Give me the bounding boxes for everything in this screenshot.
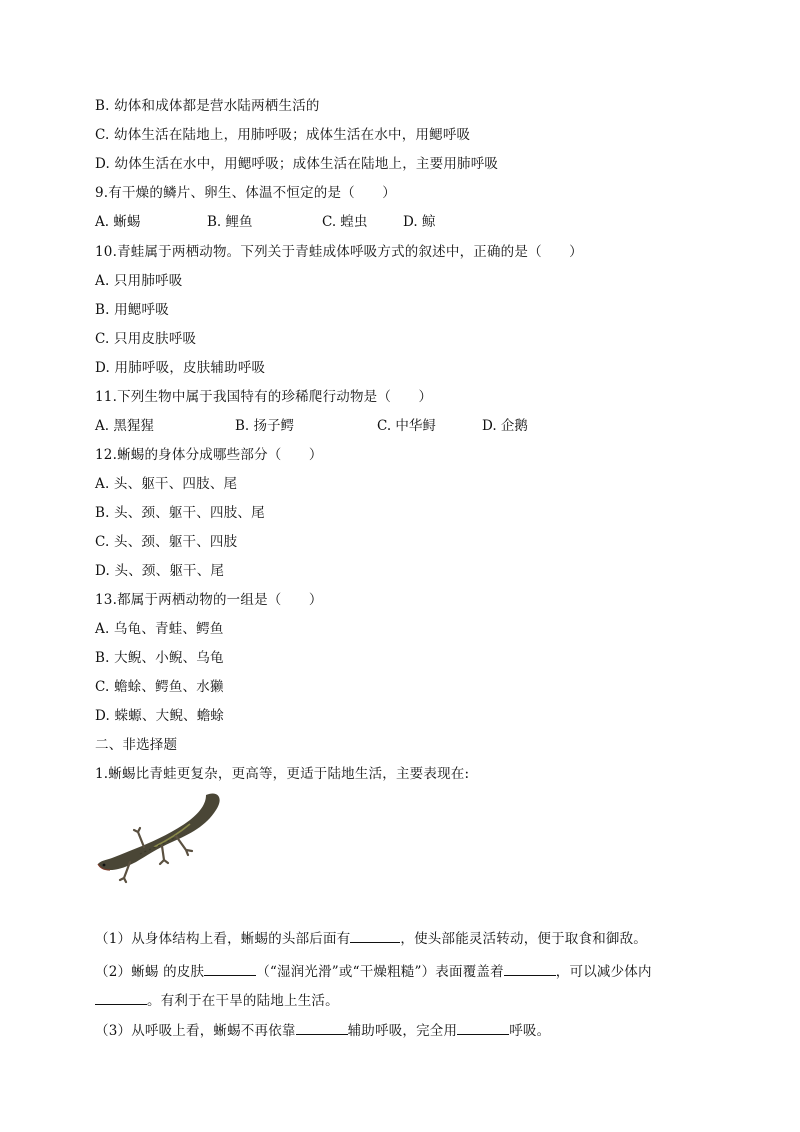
q10-option-b: B. 用鳃呼吸 bbox=[95, 302, 169, 318]
q13-option-c: C. 蟾蜍、鳄鱼、水獭 bbox=[95, 679, 224, 695]
q10-stem: 10.青蛙属于两栖动物。下列关于青蛙成体呼吸方式的叙述中，正确的是（ ） bbox=[95, 244, 583, 260]
q8-option-b: B. 幼体和成体都是营水陆两栖生活的 bbox=[95, 98, 320, 114]
part1-text-a: （1）从身体结构上看，蜥蜴的头部后面有 bbox=[95, 931, 351, 947]
q11-option-c: C. 中华鲟 bbox=[377, 418, 436, 434]
q12-option-c: C. 头、颈、躯干、四肢 bbox=[95, 534, 238, 550]
q12-option-a: A. 头、躯干、四肢、尾 bbox=[95, 476, 238, 492]
answer-blank-lungs[interactable] bbox=[457, 1020, 509, 1035]
q10-option-c: C. 只用皮肤呼吸 bbox=[95, 331, 197, 347]
q13-stem: 13.都属于两栖动物的一组是（ ） bbox=[95, 592, 323, 608]
q11-option-d: D. 企鹅 bbox=[482, 418, 528, 434]
q10-option-a: A. 只用肺呼吸 bbox=[95, 273, 183, 289]
q12-stem: 12.蜥蜴的身体分成哪些部分（ ） bbox=[95, 447, 323, 463]
part2-line bbox=[95, 961, 652, 982]
q11-option-a: A. 黑猩猩 bbox=[95, 418, 154, 434]
part3-text-a: （3）从呼吸上看，蜥蜴不再依靠 bbox=[95, 1023, 296, 1039]
q11-options bbox=[95, 416, 555, 436]
q9-options bbox=[95, 212, 495, 232]
part3-text-b: 辅助呼吸，完全用 bbox=[347, 1023, 458, 1039]
q11-stem: 11.下列生物中属于我国特有的珍稀爬行动物是（ ） bbox=[95, 389, 433, 405]
part2-text-a: （2）蜥蜴 的皮肤 bbox=[95, 964, 205, 980]
answer-blank-skin-breathing[interactable] bbox=[296, 1020, 348, 1035]
answer-blank-skin[interactable] bbox=[204, 961, 256, 976]
q8-option-d: D. 幼体生活在水中，用鳃呼吸；成体生活在陆地上，主要用肺呼吸 bbox=[95, 156, 499, 172]
q13-option-d: D. 蝾螈、大鲵、蟾蜍 bbox=[95, 708, 225, 724]
part3-line bbox=[95, 1020, 550, 1041]
part2-text-c: ，可以减少体内 bbox=[555, 964, 652, 980]
q9-option-d: D. 鲸 bbox=[403, 214, 436, 230]
q9-stem: 9.有干燥的鳞片、卵生、体温不恒定的是（ ） bbox=[95, 185, 396, 201]
part3-text-c: 呼吸。 bbox=[509, 1023, 551, 1039]
part2-line-cont bbox=[95, 990, 339, 1011]
answer-blank-neck[interactable] bbox=[350, 928, 400, 943]
q9-option-b: B. 鲤鱼 bbox=[207, 214, 253, 230]
answer-blank-water[interactable] bbox=[95, 990, 147, 1005]
part2-text-d: 。有利于在干旱的陆地上生活。 bbox=[147, 993, 339, 1009]
section-heading: 二、非选择题 bbox=[95, 737, 178, 753]
q8-option-c: C. 幼体生活在陆地上，用肺呼吸；成体生活在水中，用鳃呼吸 bbox=[95, 127, 471, 143]
q11-option-b: B. 扬子鳄 bbox=[235, 418, 295, 434]
q10-option-d: D. 用肺呼吸，皮肤辅助呼吸 bbox=[95, 360, 266, 376]
answer-blank-covering[interactable] bbox=[504, 961, 556, 976]
q13-option-b: B. 大鲵、小鲵、乌龟 bbox=[95, 650, 224, 666]
q12-option-b: B. 头、颈、躯干、四肢、尾 bbox=[95, 505, 265, 521]
q9-option-c: C. 蝗虫 bbox=[322, 214, 368, 230]
part1-text-b: ，使头部能灵活转动，便于取食和御敌。 bbox=[400, 931, 647, 947]
q1-stem: 1.蜥蜴比青蛙更复杂，更高等，更适于陆地生活，主要表现在: bbox=[95, 766, 470, 782]
q13-option-a: A. 乌龟、青蛙、鳄鱼 bbox=[95, 621, 224, 637]
part1-line bbox=[95, 928, 647, 949]
lizard-photo bbox=[94, 790, 224, 900]
part2-text-b: （“湿润光滑”或“干燥粗糙”）表面覆盖着 bbox=[256, 964, 504, 980]
q12-option-d: D. 头、颈、躯干、尾 bbox=[95, 563, 225, 579]
q9-option-a: A. 蜥蜴 bbox=[95, 214, 141, 230]
